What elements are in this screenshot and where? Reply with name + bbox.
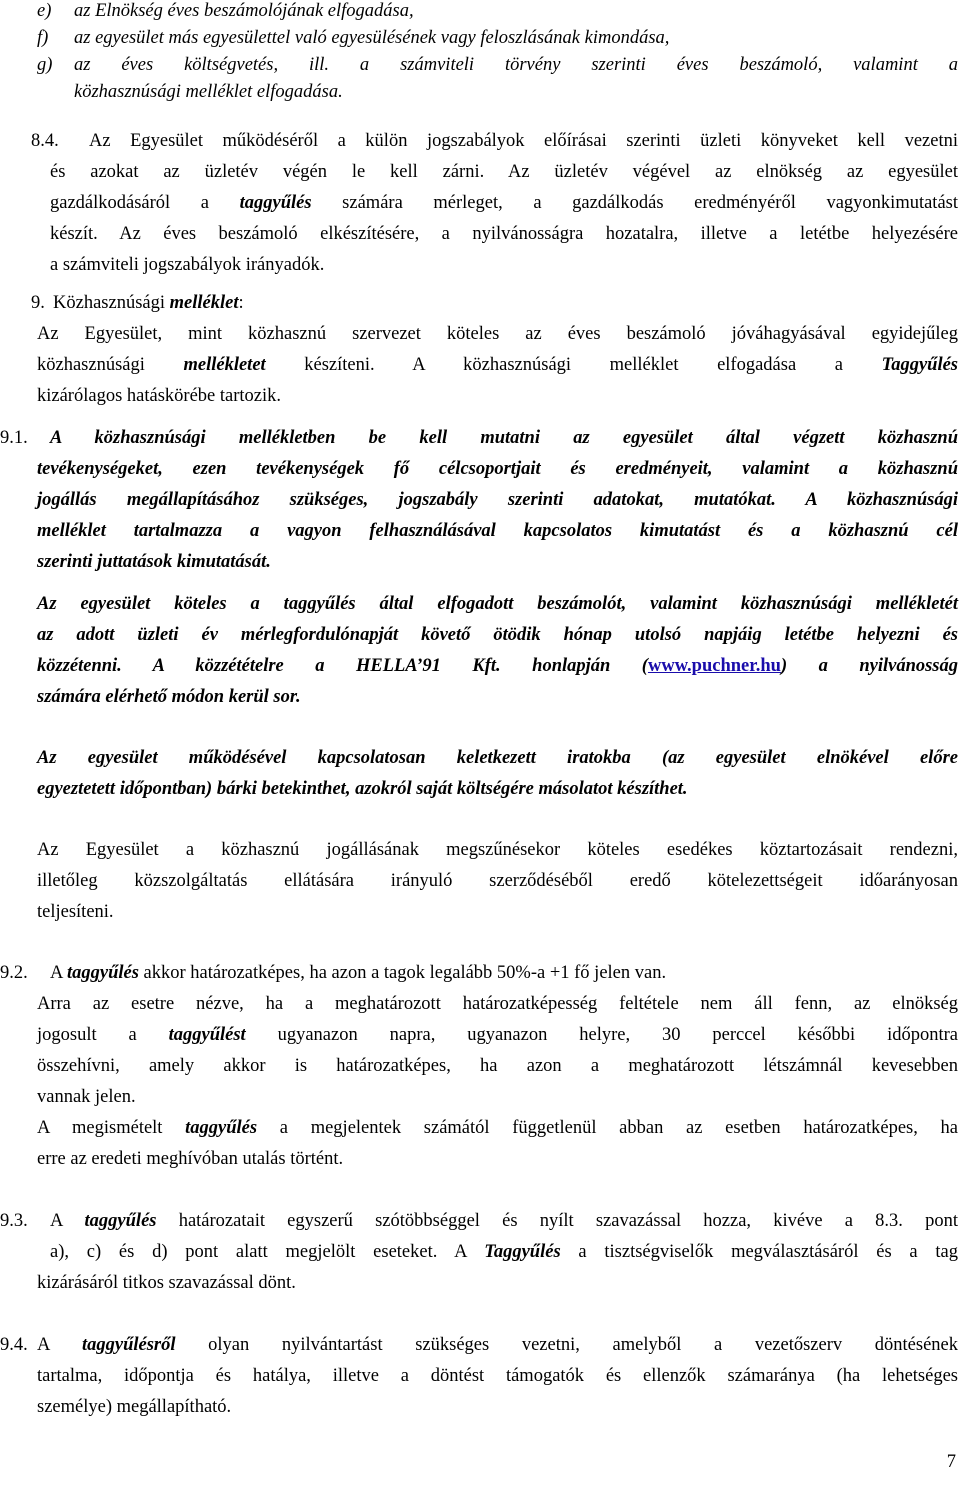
section-number: 9. <box>31 293 45 313</box>
paragraph-line: a számviteli jogszabályok irányadók. <box>50 255 325 275</box>
paragraph-line: tevékenységeket, ezen tevékenységek fő célcsoportjait és eredményeit, valamint a közhasznú <box>37 459 958 479</box>
list-marker: f) <box>37 28 49 48</box>
paragraph-line: jogállás megállapításához szükséges, jogszabály szerinti adatokat, mutatókat. A közhasznúsági <box>37 490 958 510</box>
paragraph-line: illetőleg közszolgáltatás ellátására irányuló szerződéséből eredő kötelezettségeit időarányosan <box>37 871 958 891</box>
paragraph-line: A megismételt taggyűlés a megjelentek számától függetlenül abban az esetben határozatképes, ha <box>37 1118 959 1138</box>
paragraph-line: Az Egyesület, mint közhasznú szervezet köteles az éves beszámoló jóváhagyásával egyidejűleg <box>37 324 958 344</box>
publication-paragraph <box>37 589 958 713</box>
paragraph-line: számára elérhető módon kerül sor. <box>37 687 301 707</box>
section-number: 9.4. <box>0 1335 28 1355</box>
paragraph-line: egyeztetett időpontban) bárki betekinthet, azokról saját költségére másolatot készíthet. <box>37 779 688 799</box>
paragraph-line: közhasznúsági mellékletet készíteni. A közhasznúsági melléklet elfogadása a Taggyűlés <box>37 355 958 375</box>
list-text: az egyesület más egyesülettel való egyesülésének vagy feloszlásának kimondása, <box>74 28 670 48</box>
paragraph-line: Az Egyesület működéséről a külön jogszabályok előírásai szerinti üzleti könyveket kell vezetni <box>89 131 958 151</box>
documents-paragraph <box>37 743 958 805</box>
section-title: Közhasznúsági melléklet: <box>53 293 244 313</box>
website-link[interactable]: www.puchner.hu <box>647 656 781 676</box>
paragraph-line: készít. Az éves beszámoló elkészítésére, a nyilvánosságra hozatalra, illetve a letétbe helyezésére <box>50 224 958 244</box>
paragraph-line: közzétenni. A közzétételre a HELLA’91 Kft. honlapján (www.puchner.hu) a nyilvánosság <box>37 656 959 676</box>
paragraph-line: teljesíteni. <box>37 902 114 922</box>
paragraph-line: Az egyesület működésével kapcsolatosan keletkezett iratokba (az egyesület elnökével előre <box>37 748 958 768</box>
paragraph-line: kizárásáról titkos szavazással dönt. <box>37 1273 296 1293</box>
paragraph-line: Az egyesület köteles a taggyűlés által elfogadott beszámolót, valamint közhasznúsági mellékletét <box>37 594 958 614</box>
section-number: 8.4. <box>31 131 59 151</box>
paragraph-line: és azokat az üzletév végén le kell zárni. Az üzletév végével az elnökség az egyesület <box>50 162 958 182</box>
paragraph-line: kizárólagos hatáskörébe tartozik. <box>37 386 281 406</box>
paragraph-line: melléklet tartalmazza a vagyon felhasználásával kapcsolatos kimutatást és a közhasznú cél <box>37 521 958 541</box>
paragraph-line: gazdálkodásáról a taggyűlés számára mérleget, a gazdálkodás eredményéről vagyonkimutatást <box>50 193 958 213</box>
section-number: 9.3. <box>0 1211 28 1231</box>
paragraph-line: Arra az esetre nézve, ha a meghatározott határozatképesség feltétele nem áll fenn, az elnökség <box>37 994 958 1014</box>
list-marker: e) <box>37 1 52 21</box>
page-number: 7 <box>946 1452 956 1472</box>
paragraph-line: erre az eredeti meghívóban utalás történt. <box>37 1149 344 1169</box>
paragraph-line: tartalma, időpontja és hatálya, illetve a döntést támogatók és ellenzők számaránya (ha lehetséges <box>37 1366 958 1386</box>
list-text: közhasznúsági melléklet elfogadása. <box>74 82 343 102</box>
paragraph-line: Az Egyesület a közhasznú jogállásának megszűnésekor köteles esedékes köztartozásait rendezni, <box>37 840 958 860</box>
paragraph-line: A taggyűlés akkor határozatképes, ha azon a tagok legalább 50%-a +1 fő jelen van. <box>50 963 667 983</box>
paragraph-line: szerinti juttatások kimutatását. <box>37 552 271 572</box>
paragraph-line: A közhasznúsági mellékletben be kell mutatni az egyesület által végzett közhasznú <box>50 428 958 448</box>
paragraph-line: vannak jelen. <box>37 1087 136 1107</box>
paragraph-line: A taggyűlés határozatait egyszerű szótöbbséggel és nyílt szavazással hozza, kivéve a 8.3. pont <box>50 1211 959 1231</box>
paragraph-line: személye) megállapítható. <box>37 1397 232 1417</box>
section-number: 9.2. <box>0 963 28 983</box>
section-number: 9.1. <box>0 428 28 448</box>
paragraph-line: az adott üzleti év mérlegfordulónapját követő ötödik hónap utolsó napjáig letétbe helyezni és <box>37 625 958 645</box>
paragraph-line: a), c) és d) pont alatt megjelölt eseteket. A Taggyűlés a tisztségviselők megválasztásáról és a tag <box>50 1242 958 1262</box>
paragraph-line: jogosult a taggyűlést ugyanazon napra, ugyanazon helyre, 30 perccel későbbi időpontra <box>37 1025 958 1045</box>
termination-paragraph <box>37 835 958 928</box>
list-marker: g) <box>37 55 53 75</box>
paragraph-line: A taggyűlésről olyan nyilvántartást szükséges vezetni, amelyből a vezetőszerv döntésének <box>37 1335 958 1355</box>
paragraph-line: összehívni, amely akkor is határozatképes, ha azon a meghatározott létszámnál kevesebben <box>37 1056 958 1076</box>
list-text: az Elnökség éves beszámolójának elfogadása, <box>74 1 414 21</box>
list-text: az éves költségvetés, ill. a számviteli törvény szerinti éves beszámoló, valamint a <box>74 55 958 75</box>
